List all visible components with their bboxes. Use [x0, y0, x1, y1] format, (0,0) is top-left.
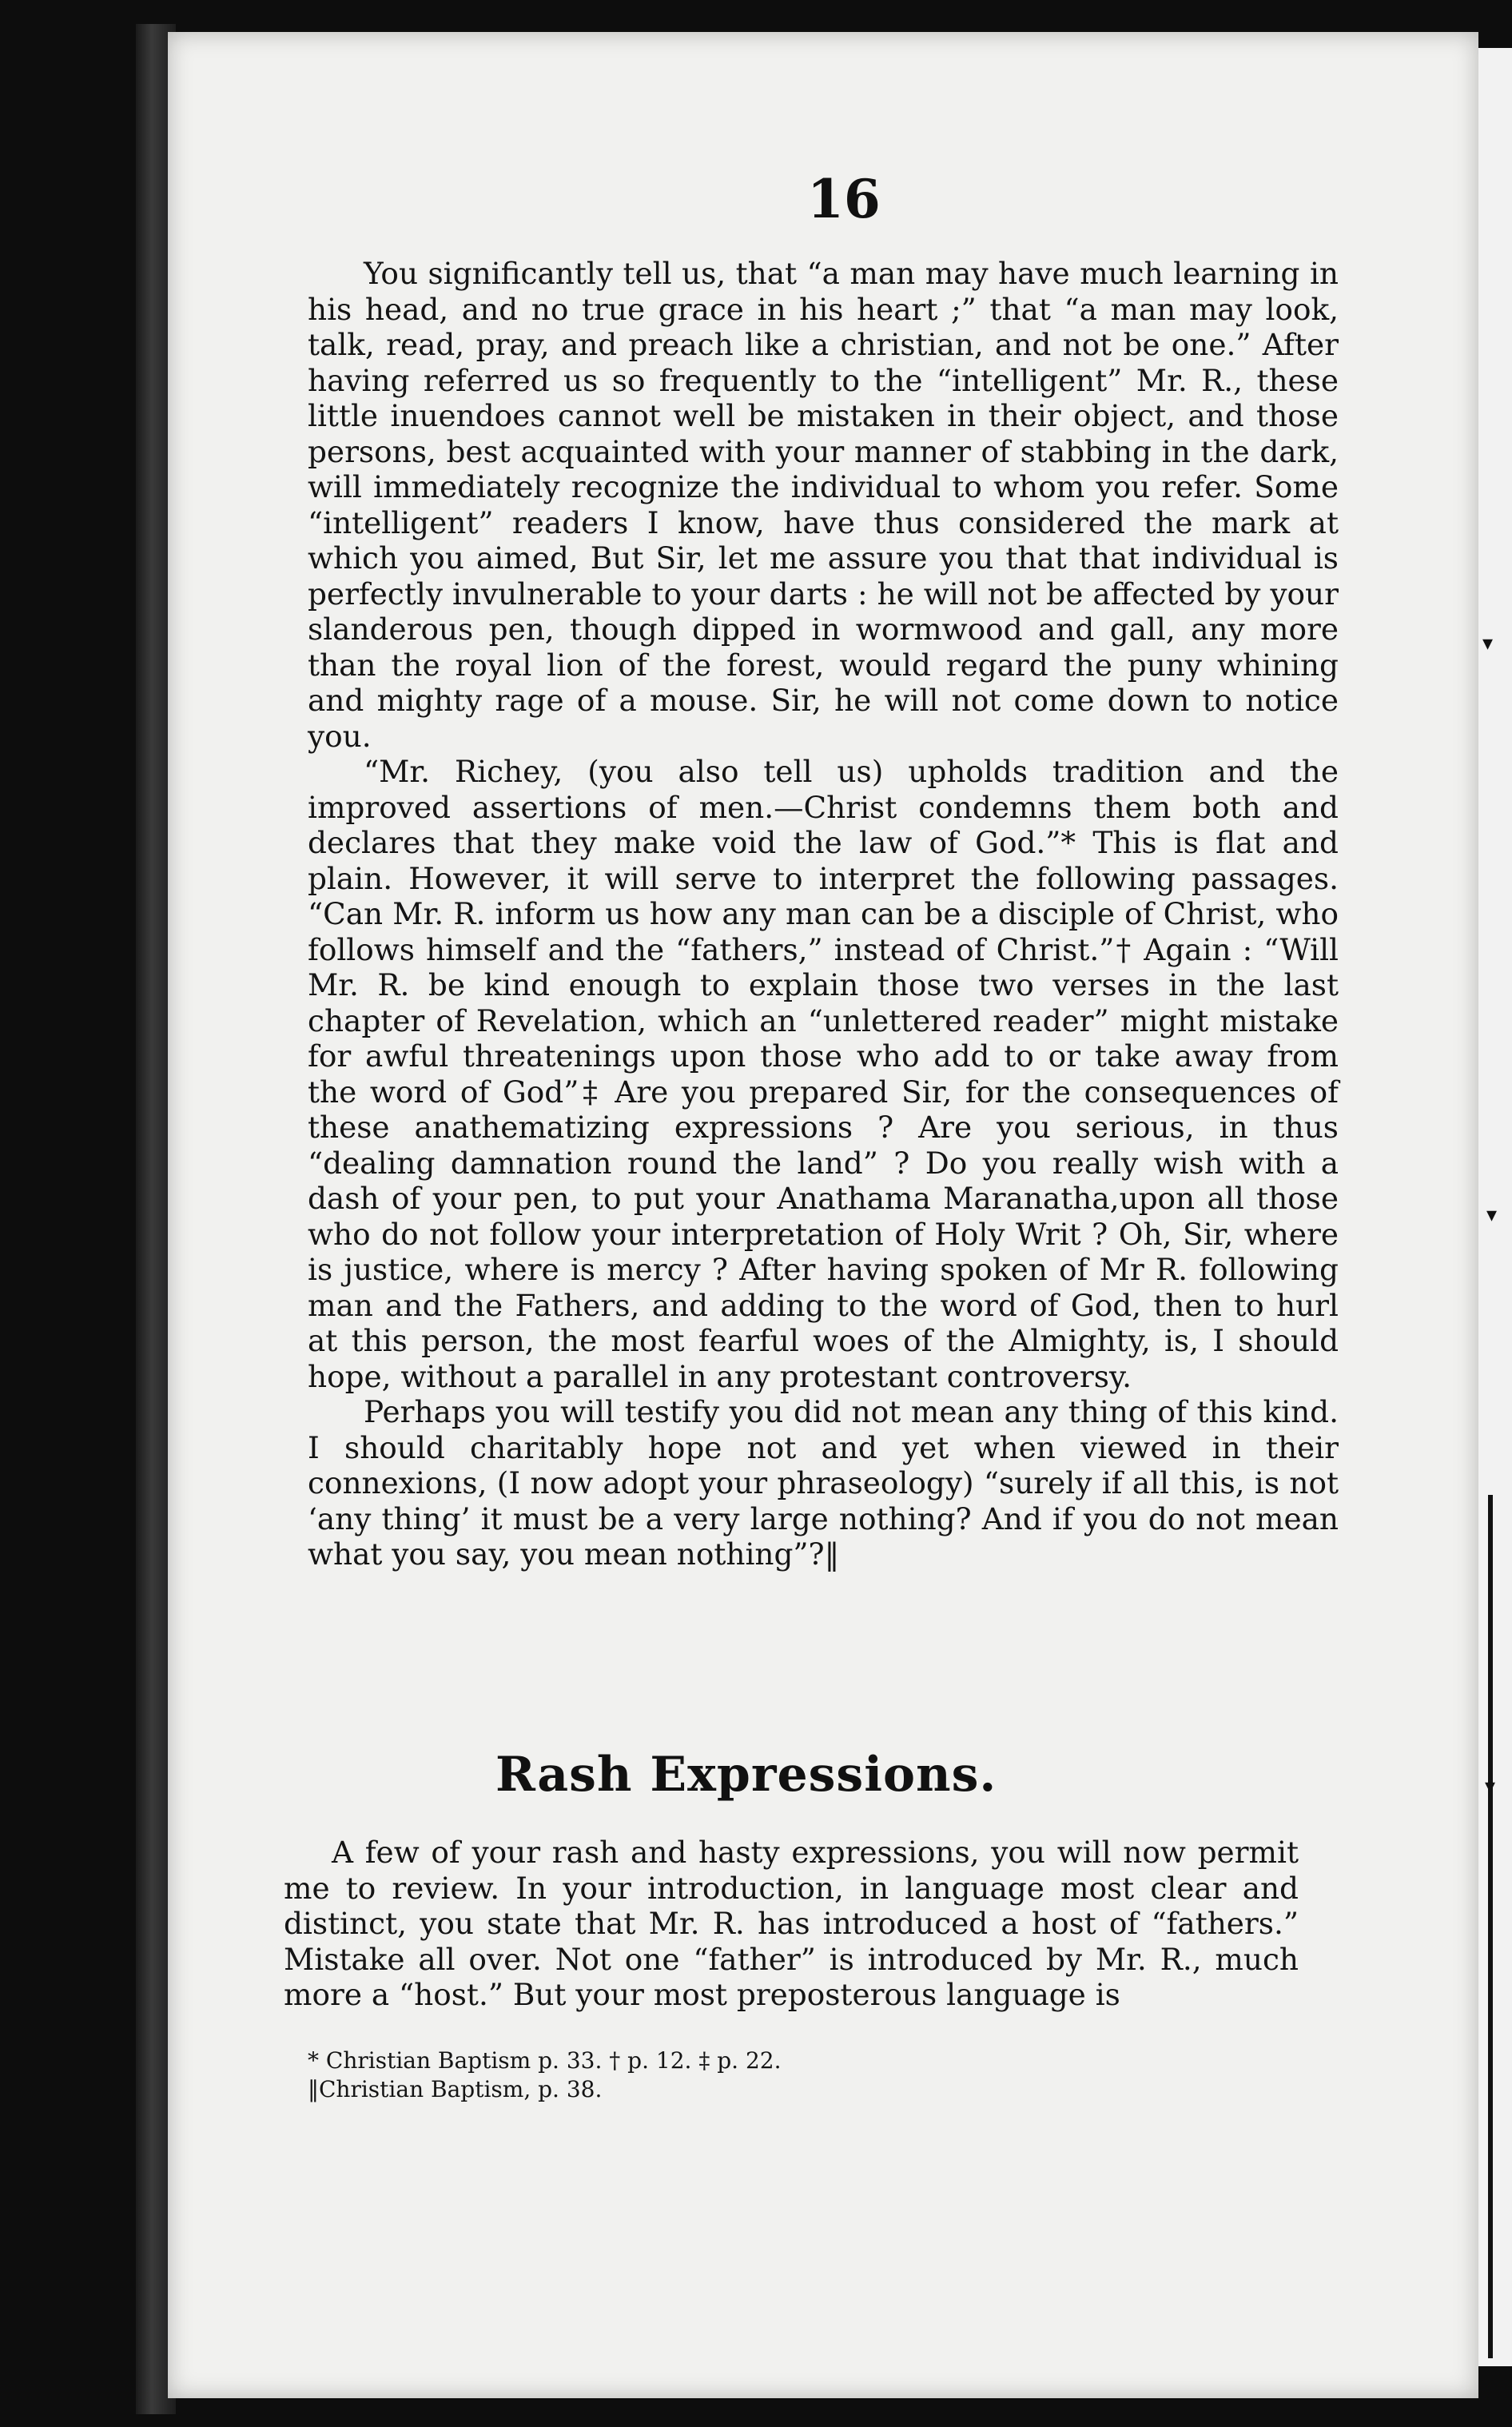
page-edge-line — [1488, 1495, 1493, 2358]
paragraph: “Mr. Richey, (you also tell us) upholds tradition and the improved assertions of men.—Christ condemns them both and declares that they make void the law of God.”* This is flat and plain. However, it will serve to interpret the following passages. “Can Mr. R. inform us how any man can be a disciple of Christ, who follows himself and the “fathers,” instead of Christ.”† Again : “Will Mr. R. be kind enough to explain those two verses in the last chapter of Revelation, which an “unlettered reader” might mistake for awful threatenings upon those who add to or take away from the word of God”‡ Are you prepared Sir, for the consequences of these anathematizing expressions ? Are you serious, in thus “dealing damnation round the land” ? Do you really wish with a dash of your pen, to put your Anathama Maranatha,upon all those who do not follow your interpretation of Holy Writ ? Oh, Sir, where is justice, where is mercy ? After having spoken of Mr R. following man and the Fathers, and adding to the word of God, then to hurl at this person, the most fearful woes of the Almighty, is, I should hope, without a parallel in any protestant controversy. — [308, 754, 1339, 1394]
footnote: * Christian Baptism p. 33. † p. 12. ‡ p. 22. — [308, 2047, 782, 2074]
section-body-text — [284, 1835, 1299, 2013]
page-number: 16 — [807, 168, 881, 230]
footnote: ‖Christian Baptism, p. 38. — [308, 2076, 603, 2102]
edge-mark: ▾ — [1485, 1775, 1496, 1799]
body-text — [308, 256, 1339, 1572]
paragraph: A few of your rash and hasty expressions, you will now permit me to review. In your introduction, in language most clear and distinct, you state that Mr. R. has introduced a host of “fathers.” Mistake all over. Not one “father” is introduced by Mr. R., much more a “host.” But your most preposterous language is — [284, 1835, 1299, 2012]
footnotes — [308, 2046, 1027, 2104]
section-heading: Rash Expressions. — [495, 1747, 997, 1803]
edge-mark: ▾ — [1482, 632, 1494, 656]
paragraph: Perhaps you will testify you did not mean any thing of this kind. I should charitably hope not and yet when viewed in their connexions, (I now adopt your phraseology) “surely if all this, is not ‘any thing’ it must be a very large nothing? And if you do not mean what you say, you mean nothing”?‖ — [308, 1394, 1339, 1572]
edge-mark: ▾ — [1486, 1203, 1498, 1227]
paragraph: You significantly tell us, that “a man may have much learning in his head, and no true grace in his heart ;” that “a man may look, talk, read, pray, and preach like a christian, and not be one.” After having referred us so frequently to the “intelligent” Mr. R., these little inuendoes cannot well be mistaken in their object, and those persons, best acquainted with your manner of stabbing in the dark, will immediately recognize the individual to whom you refer. Some “intelligent” readers I know, have thus considered the mark at which you aimed, But Sir, let me assure you that that individual is perfectly invulnerable to your darts : he will not be affected by your slanderous pen, though dipped in wormwood and gall, any more than the royal lion of the forest, would regard the puny whining and mighty rage of a mouse. Sir, he will not come down to notice you. — [308, 256, 1339, 754]
